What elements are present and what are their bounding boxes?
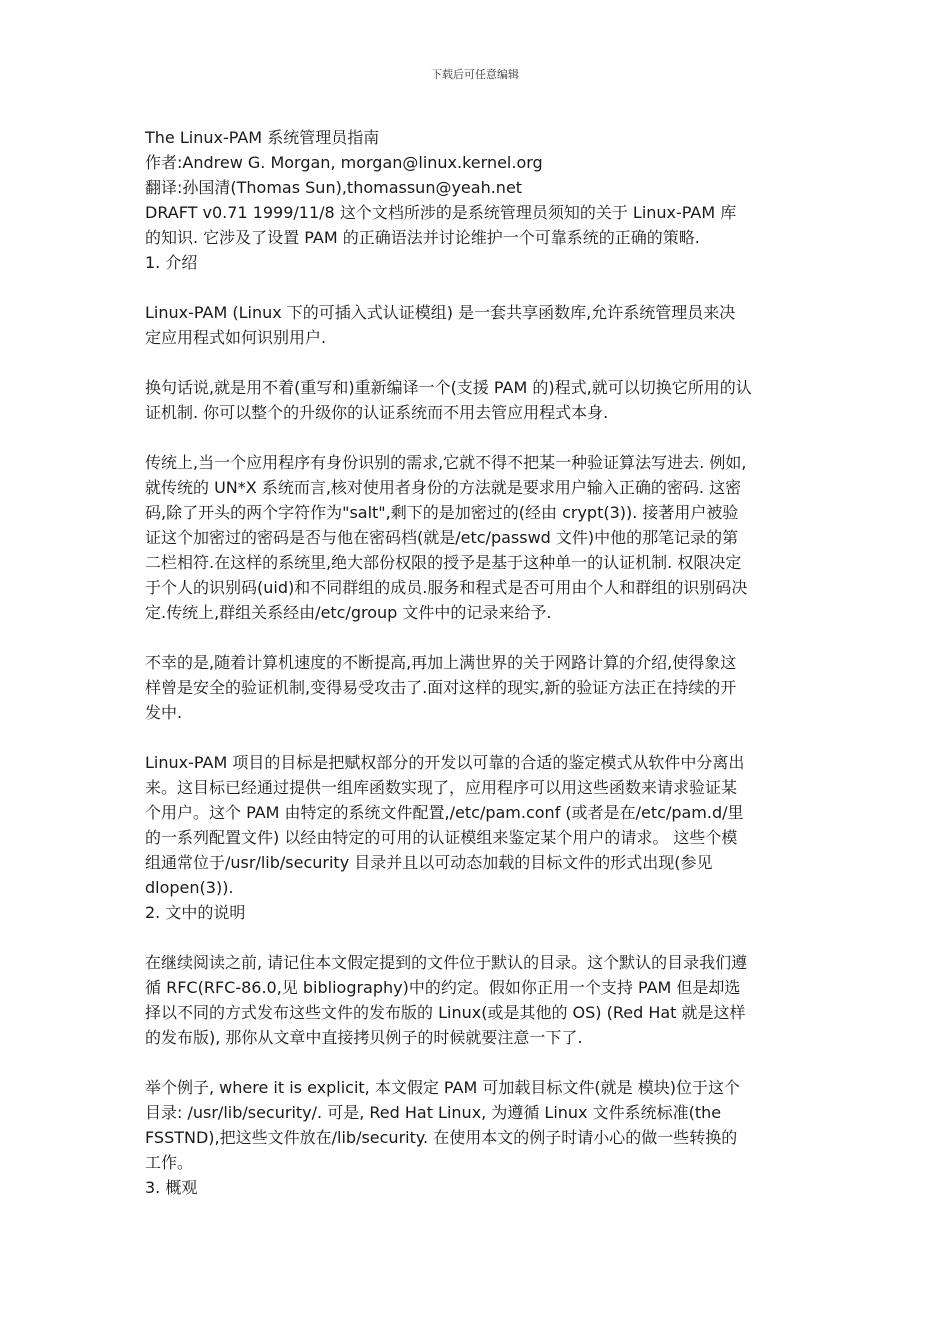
paragraph-line: 工作。 (145, 1153, 194, 1172)
paragraph-line: 举个例子, where it is explicit, 本文假定 PAM 可加载目标文件(就是 模块)位于这个 (145, 1078, 740, 1097)
paragraph-line: 在继续阅读之前, 请记住本文假定提到的文件位于默认的目录。这个默认的目录我们遵 (145, 953, 748, 972)
paragraph-line: 择以不同的方式发布这些文件的发布版的 Linux(或是其他的 OS) (Red Hat 就是这样 (145, 1003, 746, 1022)
paragraph-line: 个用户。这个 PAM 由特定的系统文件配置,/etc/pam.conf (或者是在/etc/pam.d/里 (145, 803, 744, 822)
paragraph-line: FSSTND),把这些文件放在/lib/security. 在使用本文的例子时请小心的做一些转换的 (145, 1128, 738, 1147)
intro-line: 的知识. 它涉及了设置 PAM 的正确语法并讨论维护一个可靠系统的正确的策略. (145, 228, 700, 247)
paragraph-line: 样曾是安全的验证机制,变得易受攻击了.面对这样的现实,新的验证方法正在持续的开 (145, 678, 737, 697)
paragraph-line: 二栏相符.在这样的系统里,绝大部份权限的授予是基于这种单一的认证机制. 权限决定 (145, 553, 742, 572)
paragraph-line: 发中. (145, 703, 183, 722)
paragraph-line: Linux-PAM 项目的目标是把赋权部分的开发以可靠的合适的鉴定模式从软件中分离出 (145, 753, 745, 772)
paragraph-line: Linux-PAM (Linux 下的可插入式认证模组) 是一套共享函数库,允许系统管理员来决 (145, 303, 736, 322)
paragraph-line: 组通常位于/usr/lib/security 目录并且以可动态加载的目标文件的形式出现(参见 (145, 853, 713, 872)
paragraph-line: 循 RFC(RFC-86.0,见 bibliography)中的约定。假如你正用一个支持 PAM 但是却选 (145, 978, 741, 997)
paragraph-line: 定应用程式如何识别用户. (145, 328, 327, 347)
paragraph-line: 于个人的识别码(uid)和不同群组的成员.服务和程式是否可用由个人和群组的识别码决 (145, 578, 748, 597)
page-header: 下载后可任意编辑 (431, 68, 519, 81)
section-heading: 1. 介绍 (145, 253, 198, 272)
doc-title: The Linux-PAM 系统管理员指南 (145, 128, 380, 147)
section-heading: 3. 概观 (145, 1178, 198, 1197)
paragraph-line: dlopen(3)). (145, 878, 234, 897)
doc-author: 作者:Andrew G. Morgan, morgan@linux.kernel.org (145, 153, 543, 172)
paragraph-line: 证这个加密过的密码是否与他在密码档(就是/etc/passwd 文件)中他的那笔记录的第 (145, 528, 739, 547)
paragraph-line: 的发布版), 那你从文章中直接拷贝例子的时候就要注意一下了. (145, 1028, 583, 1047)
intro-line: DRAFT v0.71 1999/11/8 这个文档所涉的是系统管理员须知的关于 Linux-PAM 库 (145, 203, 737, 222)
paragraph-line: 不幸的是,随着计算机速度的不断提高,再加上满世界的关于网路计算的介绍,使得象这 (145, 653, 737, 672)
document-body (145, 125, 810, 1200)
paragraph-line: 换句话说,就是用不着(重写和)重新编译一个(支援 PAM 的)程式,就可以切换它所用的认 (145, 378, 752, 397)
paragraph-line: 的一系列配置文件) 以经由特定的可用的认证模组来鉴定某个用户的请求。 这些个模 (145, 828, 738, 847)
paragraph-line: 就传统的 UN*X 系统而言,核对使用者身份的方法就是要求用户输入正确的密码. 这密 (145, 478, 742, 497)
paragraph-line: 证机制. 你可以整个的升级你的认证系统而不用去管应用程式本身. (145, 403, 609, 422)
paragraph-line: 目录: /usr/lib/security/. 可是, Red Hat Linux, 为遵循 Linux 文件系统标准(the (145, 1103, 722, 1122)
paragraph-line: 码,除了开头的两个字符作为"salt",剩下的是加密过的(经由 crypt(3)). 接著用户被验 (145, 503, 739, 522)
paragraph-line: 来。这目标已经通过提供一组库函数实现了，应用程序可以用这些函数来请求验证某 (145, 778, 738, 797)
doc-translator: 翻译:孙国清(Thomas Sun),thomassun@yeah.net (145, 178, 523, 197)
section-heading: 2. 文中的说明 (145, 903, 246, 922)
paragraph-line: 定.传统上,群组关系经由/etc/group 文件中的记录来给予. (145, 603, 552, 622)
paragraph-line: 传统上,当一个应用程序有身份识别的需求,它就不得不把某一种验证算法写进去. 例如, (145, 453, 747, 472)
